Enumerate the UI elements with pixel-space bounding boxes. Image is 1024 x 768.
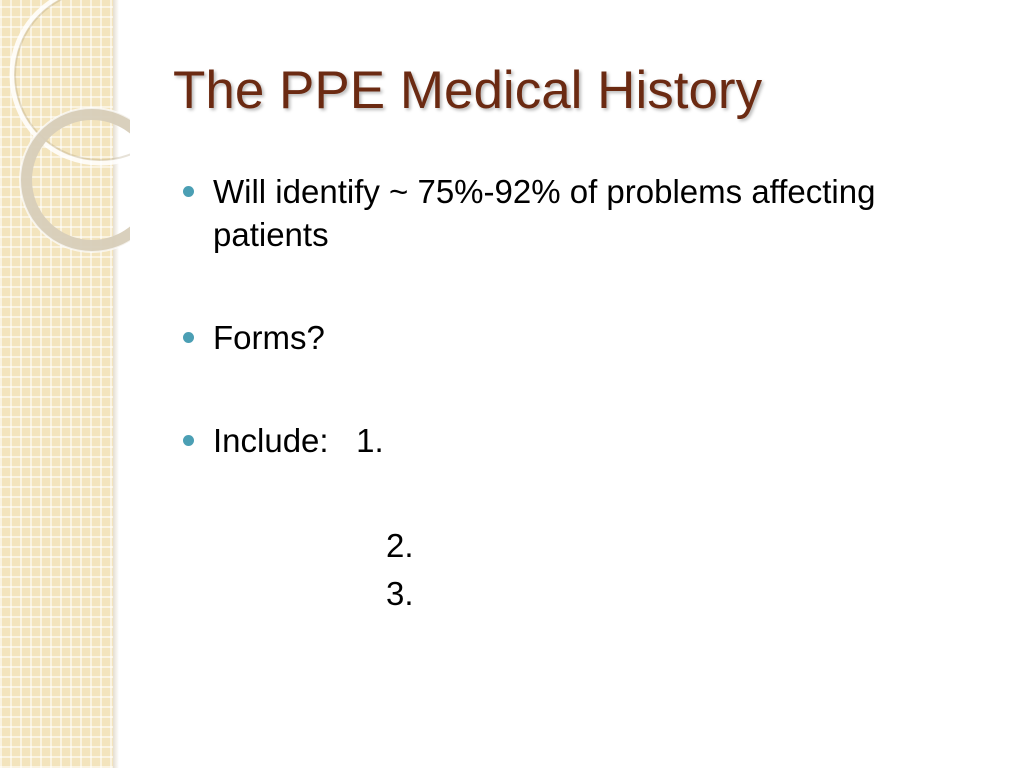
include-line <box>213 422 384 459</box>
decorative-rings <box>0 0 130 260</box>
bullet-item-identify <box>183 170 943 256</box>
bullet-icon <box>183 435 194 446</box>
bullet-list <box>183 170 943 462</box>
include-label: Include: <box>213 422 329 459</box>
decorative-ring-large-shade <box>15 0 130 160</box>
include-number-list <box>386 522 414 618</box>
decorative-ring-small-highlight <box>20 108 130 252</box>
decorative-ring-large <box>12 0 130 163</box>
bullet-icon <box>183 332 194 343</box>
decorative-ring-small <box>26 114 130 246</box>
include-number-2: 2. <box>386 527 414 564</box>
bullet-icon <box>183 186 194 197</box>
bullet-item-forms <box>183 316 943 359</box>
bullet-text: Forms? <box>213 319 325 356</box>
slide-title: The PPE Medical History <box>173 61 763 120</box>
bullet-text: Will identify ~ 75%-92% of problems affecting patients <box>213 173 876 253</box>
include-number-3: 3. <box>386 575 414 612</box>
include-number-1: 1. <box>356 422 384 459</box>
bullet-item-include <box>183 419 943 462</box>
